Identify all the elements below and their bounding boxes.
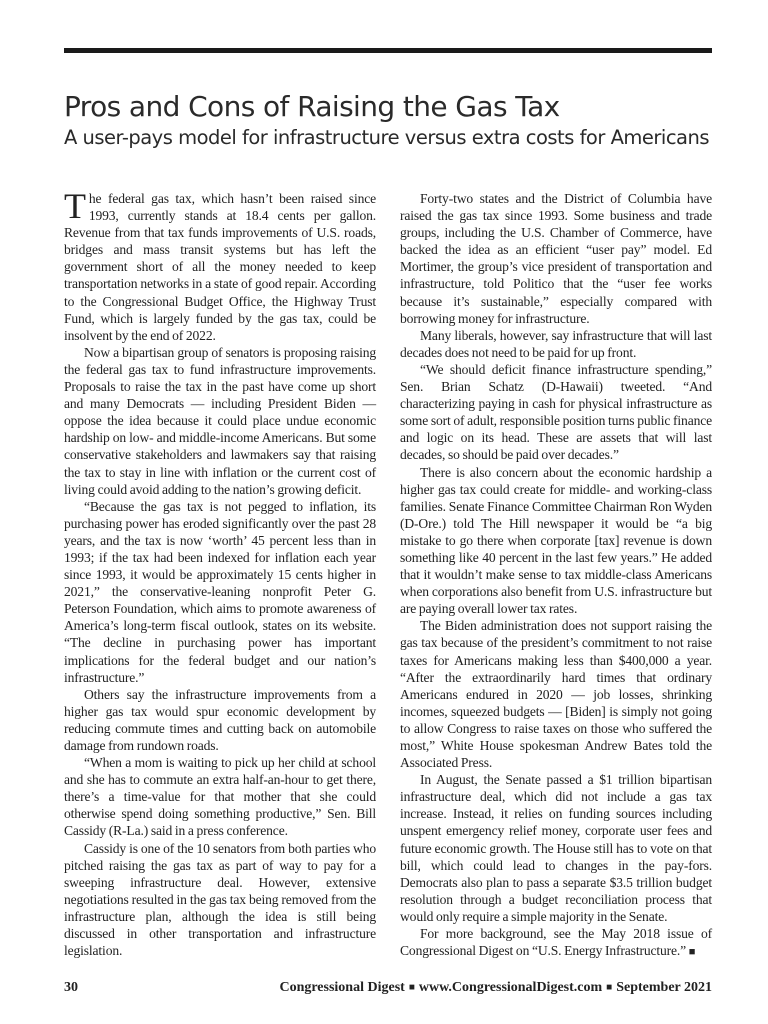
footer-credits xyxy=(279,980,712,996)
right-column xyxy=(400,190,712,959)
paragraph: “When a mom is waiting to pick up her child at school and she has to commute an extra half-an-hour to get there, there’s a time-value for that mother that she could otherwise spend doing something productive,” Sen. Bill Cassidy (R-La.) said in a press conference. xyxy=(64,755,376,839)
paragraph: Forty-two states and the District of Columbia have raised the gas tax since 1993. Some business and trade groups, including the U.S. Chamber of Commerce, have backed the idea as an efficient “user pay” model. Ed Mortimer, the group’s vice president of transportation and infrastructure, told Politico that the “user fee works because it’s sustainable,” especially compared with borrowing money for infrastructure. xyxy=(400,191,712,326)
separator-icon: ■ xyxy=(606,982,613,993)
paragraph: Many liberals, however, say infrastructure that will last decades does not need to be paid for up front. xyxy=(400,327,712,360)
paragraph: The federal gas tax, which hasn’t been raised since 1993, currently stands at 18.4 cents per gallon. Revenue from that tax funds improvements of U.S. roads, bridges and mass transit systems but has left the government short of all the money needed to keep transportation networks in a state of good repair. According to the Congressional Budget Office, the Highway Trust Fund, which is largely funded by the gas tax, could be insolvent by the end of 2022. xyxy=(64,186,376,343)
paragraph-last xyxy=(400,925,712,961)
page-footer xyxy=(64,980,712,1000)
paragraph: “Because the gas tax is not pegged to inflation, its purchasing power has eroded significantly over the past 28 years, and the tax is now ‘worth’ 45 percent less than in 1993; if the tax had been indexed for inflation each year since 1993, it would be approximately 15 cents higher in 2021,” the conservative-leaning nonprofit Peter G. Peterson Foundation, which aims to promote awareness of America’s long-term fiscal outlook, states on its website. “The decline in purchasing power has important implications for the federal budget and our nation’s infrastructure.” xyxy=(64,498,376,685)
article-subtitle: A user-pays model for infrastructure versus extra costs for Americans xyxy=(64,126,710,149)
paragraph: “We should deficit finance infrastructure spending,” Sen. Brian Schatz (D-Hawaii) tweeted. “And characterizing paying in cash for physical infrastructure as some sort of adult, responsible position turns public finance and logic on its head. These are assets that will last decades, so should be paid over decades.” xyxy=(400,361,712,463)
article-title: Pros and Cons of Raising the Gas Tax xyxy=(64,90,560,123)
paragraph: Now a bipartisan group of senators is proposing raising the federal gas tax to fund infrastructure improvements. Proposals to raise the tax in the past have come up short and many Democrats — including President Biden — oppose the idea because it could place undue economic hardship on low- and middle-income Americans. But some conservative stakeholders and lawmakers say that raising the tax to stay in line with inflation or the current cost of living could avoid adding to the nation’s growing deficit. xyxy=(64,344,376,497)
issue-date: September 2021 xyxy=(616,980,712,995)
website-link[interactable]: www.CongressionalDigest.com xyxy=(418,980,603,995)
top-rule xyxy=(64,48,712,53)
end-mark-icon: ■ xyxy=(688,946,696,959)
paragraph: In August, the Senate passed a $1 trillion bipartisan infrastructure deal, which did not include a gas tax increase. Instead, it relies on funding sources including unspent emergency relief money, corporate user fees and future economic growth. The House still has to vote on that bill, which could lead to changes in the pay-fors. Democrats also plan to pass a separate $3.5 trillion budget resolution through a budget reconciliation process that would only require a simple majority in the Senate. xyxy=(400,772,712,924)
paragraph: There is also concern about the economic hardship a higher gas tax could create for middle- and working-class families. Senate Finance Committee Chairman Ron Wyden (D-Ore.) told The Hill newspaper it would be “a big mistake to go there when corporate [tax] revenue is down something like 40 percent in the last few years.” He added that it wouldn’t make sense to tax middle-class Americans when corporations also benefit from U.S. infrastructure but are paying overall lower tax rates. xyxy=(400,464,712,617)
paragraph-text: For more background, see the May 2018 issue of Congressional Digest on “U.S. Energy Infrastructure.” xyxy=(400,926,712,959)
left-column xyxy=(64,186,376,959)
publication-name: Congressional Digest xyxy=(279,980,405,995)
article-body xyxy=(64,186,712,959)
separator-icon: ■ xyxy=(408,982,415,993)
page-number: 30 xyxy=(64,980,78,995)
paragraph: The Biden administration does not support raising the gas tax because of the president’s commitment to not raise taxes for Americans making less than $400,000 a year. “After the extraordinarily hard times that ordinary Americans endured in 2020 — job losses, shrinking incomes, squeezed budgets — [Biden] is simply not going to allow Congress to raise taxes on those who suffered the most,” White House spokesman Andrew Bates told the Associated Press. xyxy=(400,618,712,771)
paragraph: Cassidy is one of the 10 senators from both parties who pitched raising the gas tax as part of way to pay for a sweeping infrastructure deal. However, extensive negotiations resulted in the gas tax being removed from the infrastructure plan, although the idea is still being discussed in other transportation and infrastructure legislation. xyxy=(64,840,376,959)
paragraph: Others say the infrastructure improvements from a higher gas tax would spur economic development by reducing commute times and cutting back on automobile damage from rundown roads. xyxy=(64,686,376,753)
